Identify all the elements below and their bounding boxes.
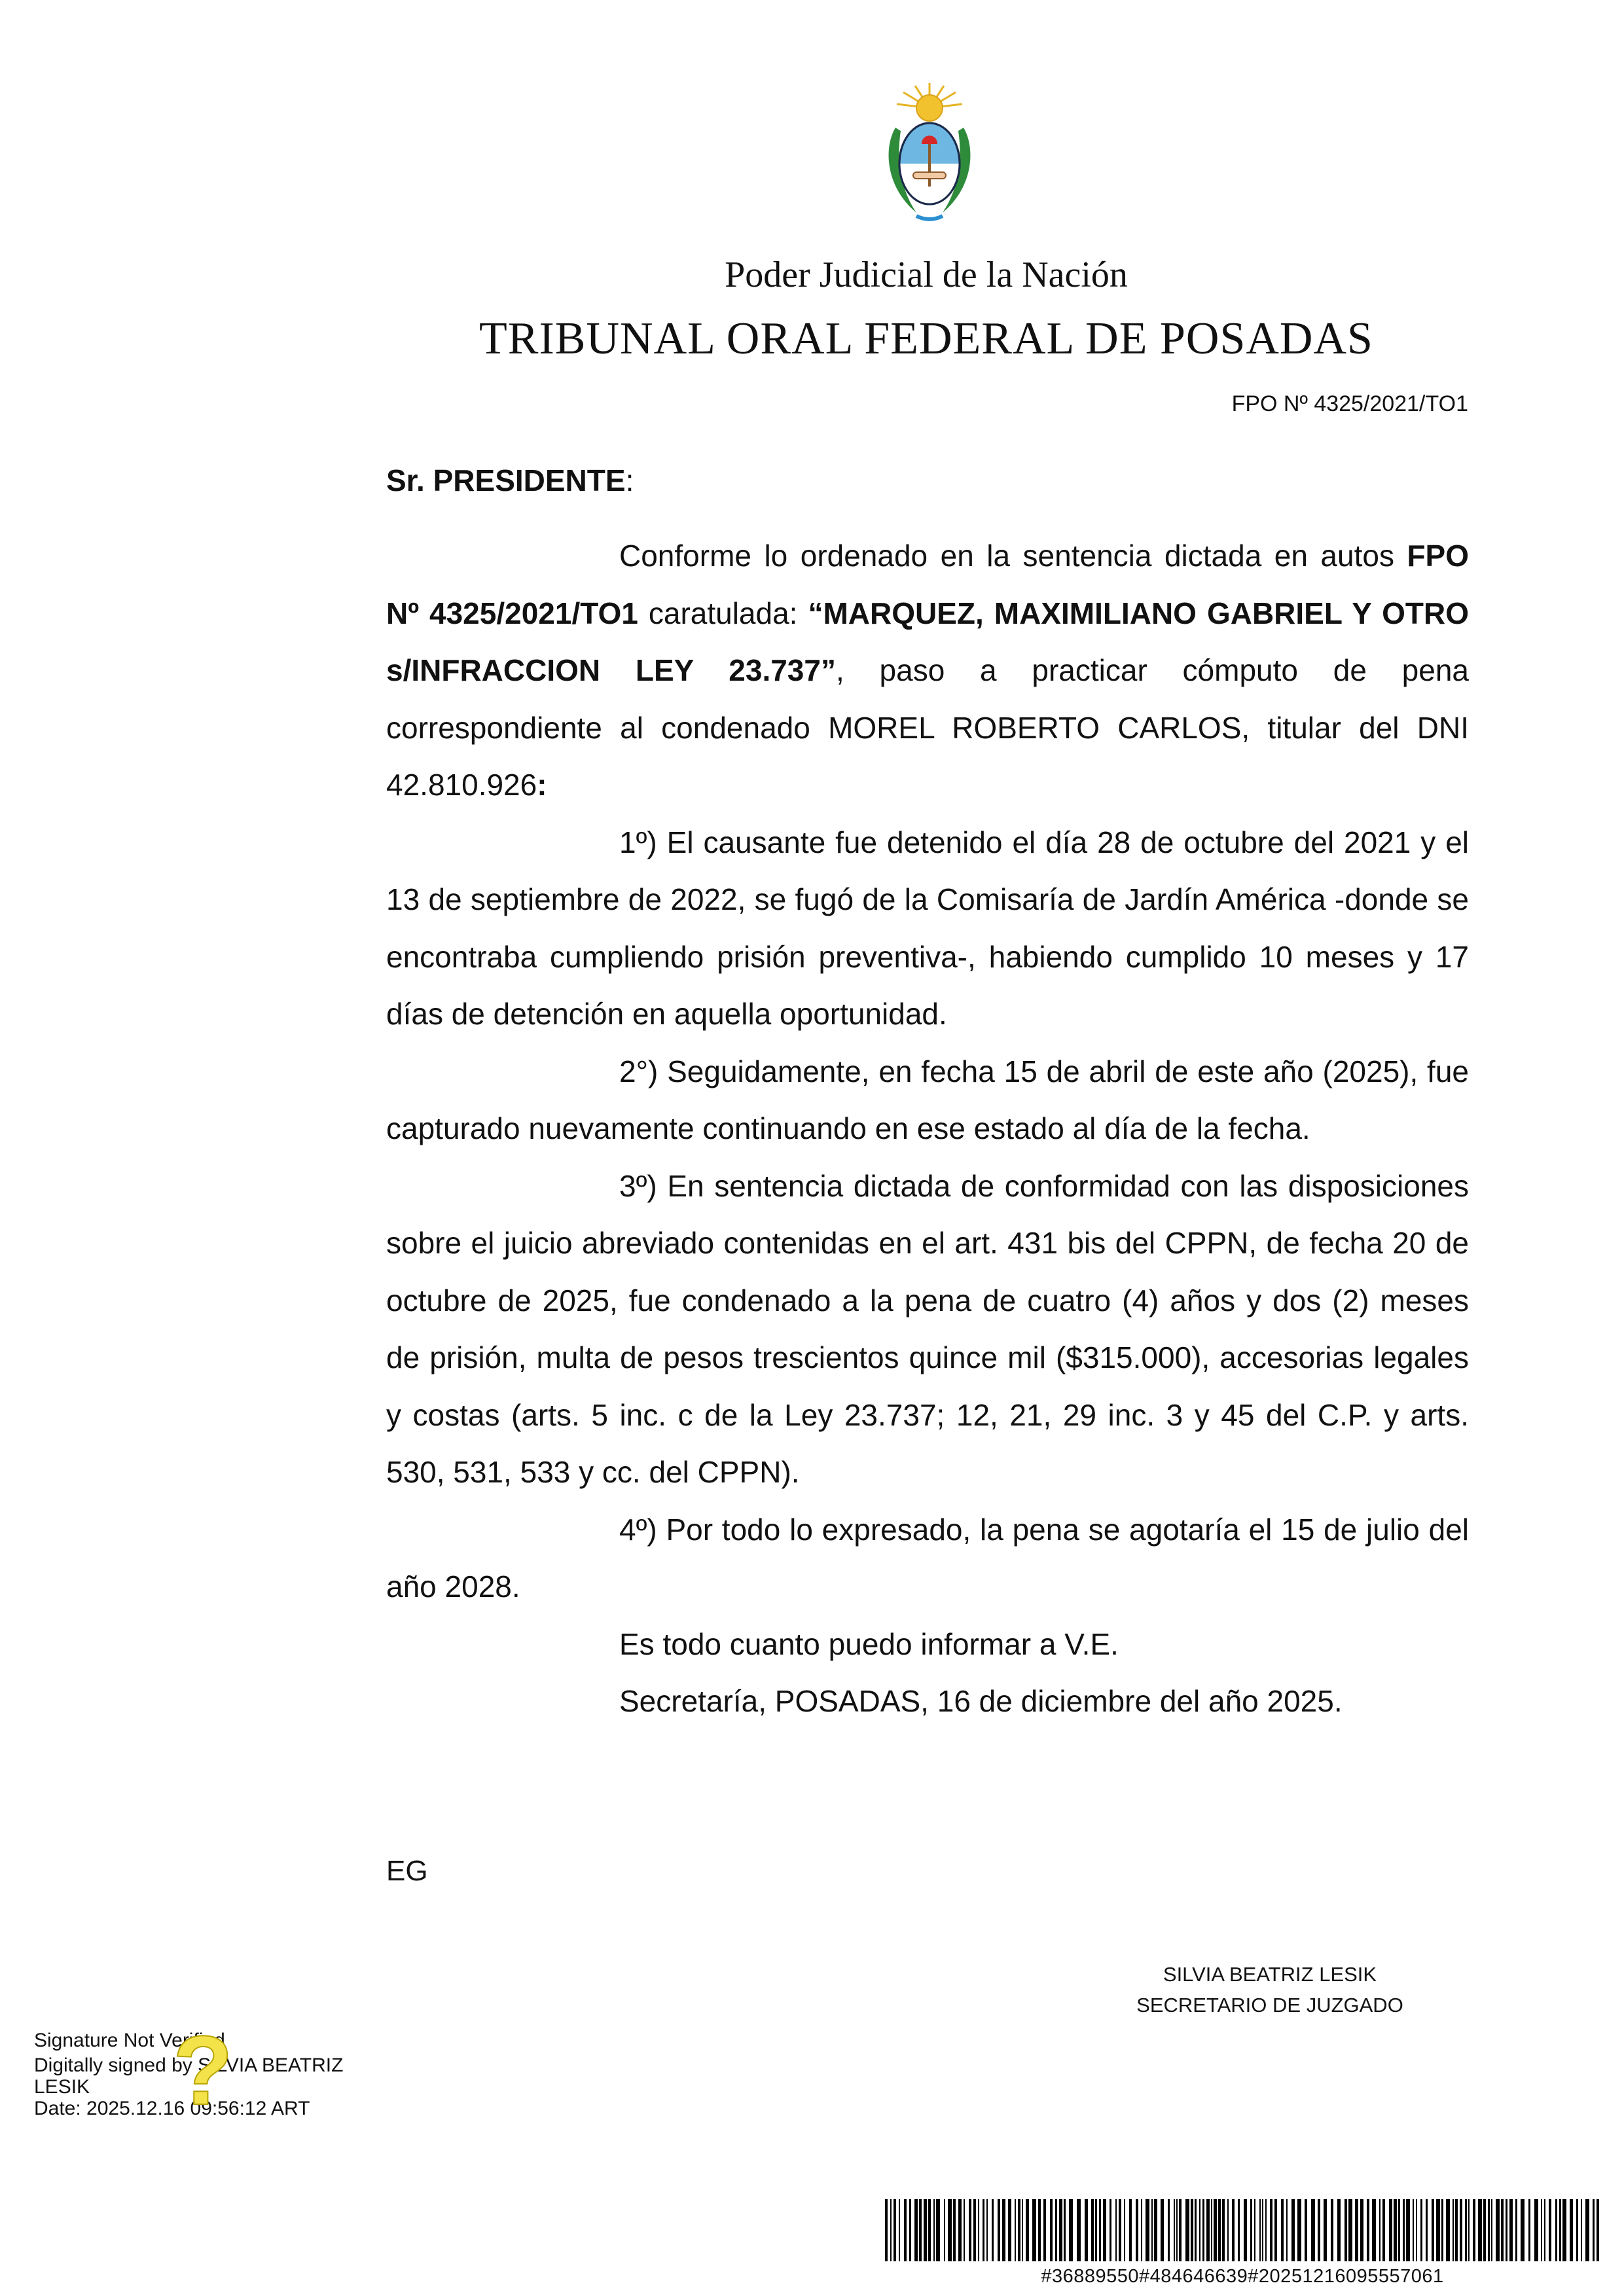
- barcode-bar: [1483, 2199, 1486, 2261]
- barcode-bar: [1297, 2199, 1301, 2261]
- barcode-bar: [1244, 2199, 1247, 2261]
- paragraph-point-4: 4º) Por todo lo expresado, la pena se agotaría el 15 de julio del año 2028.: [386, 1512, 1469, 1604]
- barcode-bar: [1372, 2199, 1376, 2261]
- barcode-bar: [1360, 2199, 1363, 2261]
- file-number-bold: FPO Nº 4325/2021/TO1: [386, 539, 1469, 630]
- signature-signed-by-cont: LESIK: [34, 2076, 90, 2098]
- barcode-bar: [978, 2199, 979, 2261]
- barcode-bar: [1227, 2199, 1229, 2261]
- barcode-bar: [1191, 2199, 1193, 2261]
- barcode-bar: [1211, 2199, 1212, 2261]
- barcode-bar: [1032, 2199, 1036, 2261]
- paragraph-place-date: Secretaría, POSADAS, 16 de diciembre del año 2025.: [619, 1684, 1343, 1718]
- barcode-bar: [1562, 2199, 1566, 2261]
- barcode-bar: [1318, 2199, 1320, 2261]
- barcode-bar: [1555, 2199, 1557, 2261]
- barcode-bar: [928, 2199, 931, 2261]
- barcode-bar: [1305, 2199, 1307, 2261]
- barcode-bar: [1506, 2199, 1507, 2261]
- barcode-bar: [1206, 2199, 1210, 2261]
- barcode-bar: [1549, 2199, 1551, 2261]
- barcode-bar: [885, 2199, 888, 2261]
- barcode-bar: [1085, 2199, 1088, 2261]
- barcode-bar: [1488, 2199, 1490, 2261]
- barcode-bar: [1432, 2199, 1434, 2261]
- barcode-bar: [1509, 2199, 1513, 2261]
- signature-unverified-question-icon: [164, 2019, 242, 2124]
- barcode-bar: [944, 2199, 945, 2261]
- barcode-bar: [1222, 2199, 1225, 2261]
- barcode-bar: [1544, 2199, 1545, 2261]
- barcode-bar: [1344, 2199, 1347, 2261]
- barcode-bar: [1154, 2199, 1157, 2261]
- signer-name: SILVIA BEATRIZ LESIK: [1163, 1963, 1377, 1986]
- barcode-bar: [936, 2199, 940, 2261]
- barcode-bar: [1491, 2199, 1492, 2261]
- barcode-bar: [1119, 2199, 1121, 2261]
- barcode-bar: [1099, 2199, 1101, 2261]
- barcode-bar: [1534, 2199, 1538, 2261]
- argentina-coat-of-arms-seal: [877, 82, 982, 232]
- barcode-bar: [1091, 2199, 1094, 2261]
- barcode-bar: [969, 2199, 971, 2261]
- barcode-bar: [1420, 2199, 1422, 2261]
- barcode-bar: [1291, 2199, 1295, 2261]
- barcode-bar: [1115, 2199, 1117, 2261]
- file-reference: FPO Nº 4325/2021/TO1: [1231, 391, 1468, 416]
- barcode-bar: [1232, 2199, 1235, 2261]
- tribunal-name: TRIBUNAL ORAL FEDERAL DE POSADAS: [479, 314, 1373, 364]
- barcode-bar: [1199, 2199, 1200, 2261]
- barcode-bar: [1286, 2199, 1288, 2261]
- barcode-bar: [899, 2199, 900, 2261]
- barcode-bar: [893, 2199, 896, 2261]
- paragraph-point-2: 2°) Seguidamente, en fecha 15 de abril de este año (2025), fue capturado nuevamente continuando en ese estado al día de la fecha.: [386, 1054, 1469, 1145]
- barcode-bar: [1259, 2199, 1261, 2261]
- barcode-bar: [953, 2199, 956, 2261]
- barcode-bar: [1426, 2199, 1428, 2261]
- barcode-bar: [1436, 2199, 1440, 2261]
- barcode-bar: [1281, 2199, 1284, 2261]
- barcode-bar: [890, 2199, 892, 2261]
- barcode-bar: [1129, 2199, 1132, 2261]
- barcode-bar: [904, 2199, 907, 2261]
- barcode-bar: [909, 2199, 911, 2261]
- barcode-bar: [1496, 2199, 1500, 2261]
- barcode-bar: [1367, 2199, 1369, 2261]
- barcode-bar: [1214, 2199, 1217, 2261]
- barcode-bar: [1473, 2199, 1475, 2261]
- barcode-bar: [1379, 2199, 1380, 2261]
- barcode-bar: [1416, 2199, 1417, 2261]
- barcode-bar: [1559, 2199, 1561, 2261]
- barcode-bar: [1103, 2199, 1106, 2261]
- barcode-bar: [1124, 2199, 1125, 2261]
- barcode-bar: [1146, 2199, 1149, 2261]
- barcode-bar: [1176, 2199, 1178, 2261]
- barcode-bar: [1179, 2199, 1182, 2261]
- barcode-bar: [1453, 2199, 1454, 2261]
- barcode-bar: [948, 2199, 952, 2261]
- signer-block: [1041, 1959, 1499, 2020]
- barcode-bar: [1413, 2199, 1414, 2261]
- signature-status: Signature Not Verified: [34, 2030, 225, 2051]
- barcode-bar: [1008, 2199, 1011, 2261]
- document-body: [386, 528, 1469, 1731]
- barcode-bar: [1174, 2199, 1175, 2261]
- court-name: Poder Judicial de la Nación: [725, 255, 1128, 295]
- case-title-bold: “MARQUEZ, MAXIMILIANO GABRIEL Y OTRO s/INFRACCION LEY 23.737”: [386, 596, 1469, 687]
- barcode-bar: [1348, 2199, 1352, 2261]
- barcode-bar: [1455, 2199, 1458, 2261]
- barcode-bar: [1195, 2199, 1197, 2261]
- barcode-bar: [1274, 2199, 1277, 2261]
- barcode-bar: [933, 2199, 935, 2261]
- barcode-bar: [1064, 2199, 1066, 2261]
- barcode-bar: [1311, 2199, 1315, 2261]
- barcode-bar: [1077, 2199, 1081, 2261]
- barcode-bar: [1185, 2199, 1189, 2261]
- barcode-bar: [1250, 2199, 1252, 2261]
- barcode-bar: [1465, 2199, 1467, 2261]
- barcode-bar: [1441, 2199, 1443, 2261]
- barcode-bar: [1355, 2199, 1358, 2261]
- barcode-bar: [1382, 2199, 1385, 2261]
- barcode-bar: [1038, 2199, 1041, 2261]
- barcode-number: #36889550#484646639#20251216095557061: [1041, 2266, 1444, 2287]
- barcode-bar: [1161, 2199, 1164, 2261]
- barcode-bar: [1541, 2199, 1542, 2261]
- barcode-bar: [1403, 2199, 1405, 2261]
- barcode-bar: [1331, 2199, 1333, 2261]
- document-barcode: [885, 2199, 1600, 2261]
- barcode-bar: [1446, 2199, 1450, 2261]
- barcode-bar: [973, 2199, 976, 2261]
- sun-icon: [897, 83, 962, 121]
- barcode-bar: [1398, 2199, 1400, 2261]
- barcode-bar: [1218, 2199, 1221, 2261]
- barcode-bar: [1528, 2199, 1530, 2261]
- signer-role: SECRETARIO DE JUZGADO: [1136, 1994, 1403, 2017]
- barcode-bar: [1015, 2199, 1016, 2261]
- barcode-bar: [1136, 2199, 1138, 2261]
- barcode-bar: [1043, 2199, 1046, 2261]
- barcode-bar: [919, 2199, 922, 2261]
- barcode-bar: [1018, 2199, 1020, 2261]
- paragraph-point-3: 3º) En sentencia dictada de conformidad con las disposiciones sobre el juicio abreviado contenidas en el art. 431 bis del CPPN, de fecha 20 de octubre de 2025, fue condenado a la pena de cuatro (4) años y dos (2) meses de prisión, multa de pesos trescientos quince mil ($315.000), accesorias legales y costas (arts. 5 inc. c de la Ley 23.737; 12, 21, 29 inc. 3 y 45 del C.P. y arts. 530, 531, 533 y cc. del CPPN).: [386, 1168, 1469, 1489]
- barcode-bar: [1069, 2199, 1073, 2261]
- barcode-bar: [1581, 2199, 1582, 2261]
- barcode-bar: [1324, 2199, 1327, 2261]
- barcode-bar: [1501, 2199, 1504, 2261]
- barcode-bar: [1406, 2199, 1410, 2261]
- barcode-bar: [1141, 2199, 1142, 2261]
- barcode-bar: [1570, 2199, 1573, 2261]
- author-initials: EG: [386, 1855, 428, 1887]
- barcode-bar: [1585, 2199, 1589, 2261]
- barcode-bar: [1389, 2199, 1392, 2261]
- signature-signed-by: Digitally signed by SILVIA BEATRIZ: [34, 2054, 344, 2076]
- salutation-colon: :: [625, 463, 634, 497]
- barcode-bar: [1151, 2199, 1153, 2261]
- barcode-bar: [998, 2199, 1000, 2261]
- barcode-bar: [1515, 2199, 1517, 2261]
- barcode-bar: [958, 2199, 962, 2261]
- barcode-bar: [1238, 2199, 1240, 2261]
- barcode-bar: [1095, 2199, 1097, 2261]
- barcode-bar: [1026, 2199, 1029, 2261]
- barcode-bar: [1593, 2199, 1595, 2261]
- salutation: [386, 463, 634, 498]
- salutation-title: Sr. PRESIDENTE: [386, 463, 626, 497]
- barcode-bar: [1521, 2199, 1525, 2261]
- barcode-bar: [992, 2199, 994, 2261]
- barcode-bar: [964, 2199, 965, 2261]
- barcode-bar: [1478, 2199, 1482, 2261]
- barcode-bar: [1022, 2199, 1023, 2261]
- barcode-bar: [1394, 2199, 1397, 2261]
- signature-date: Date: 2025.12.16 09:56:12 ART: [34, 2098, 310, 2119]
- barcode-bar: [1265, 2199, 1267, 2261]
- paragraph-intro: Conforme lo ordenado en la sentencia dictada en autos FPO Nº 4325/2021/TO1 caratulada: “MARQUEZ, MAXIMILIANO GABRIEL Y OTRO s/INFRACCION LEY 23.737”, paso a practicar cómputo de pena correspondiente al condenado MOREL ROBERTO CARLOS, titular del DNI 42.810.926:: [386, 539, 1469, 802]
- barcode-bar: [986, 2199, 988, 2261]
- svg-text:?: ?: [173, 2019, 233, 2124]
- barcode-bar: [1576, 2199, 1578, 2261]
- barcode-bar: [1202, 2199, 1204, 2261]
- barcode-bar: [1597, 2199, 1599, 2261]
- barcode-bar: [924, 2199, 927, 2261]
- barcode-bar: [983, 2199, 984, 2261]
- barcode-bar: [1050, 2199, 1053, 2261]
- barcode-bar: [1110, 2199, 1111, 2261]
- barcode-bar: [1337, 2199, 1341, 2261]
- paragraph-point-1: 1º) El causante fue detenido el día 28 de octubre del 2021 y el 13 de septiembre de 2022, se fugó de la Comisaría de Jardín América -donde se encontraba cumpliendo prisión preventiva-, habiendo cumplido 10 meses y 17 días de detención en aquella oportunidad.: [386, 825, 1469, 1031]
- paragraph-closing: Es todo cuanto puedo informar a V.E.: [619, 1626, 1119, 1661]
- barcode-bar: [1468, 2199, 1470, 2261]
- barcode-bar: [1270, 2199, 1272, 2261]
- barcode-bar: [1168, 2199, 1170, 2261]
- barcode-bar: [914, 2199, 918, 2261]
- barcode-bar: [1059, 2199, 1062, 2261]
- barcode-bar: [1262, 2199, 1263, 2261]
- barcode-bar: [1055, 2199, 1057, 2261]
- barcode-bar: [1254, 2199, 1255, 2261]
- barcode-bar: [1460, 2199, 1462, 2261]
- barcode-bar: [1002, 2199, 1005, 2261]
